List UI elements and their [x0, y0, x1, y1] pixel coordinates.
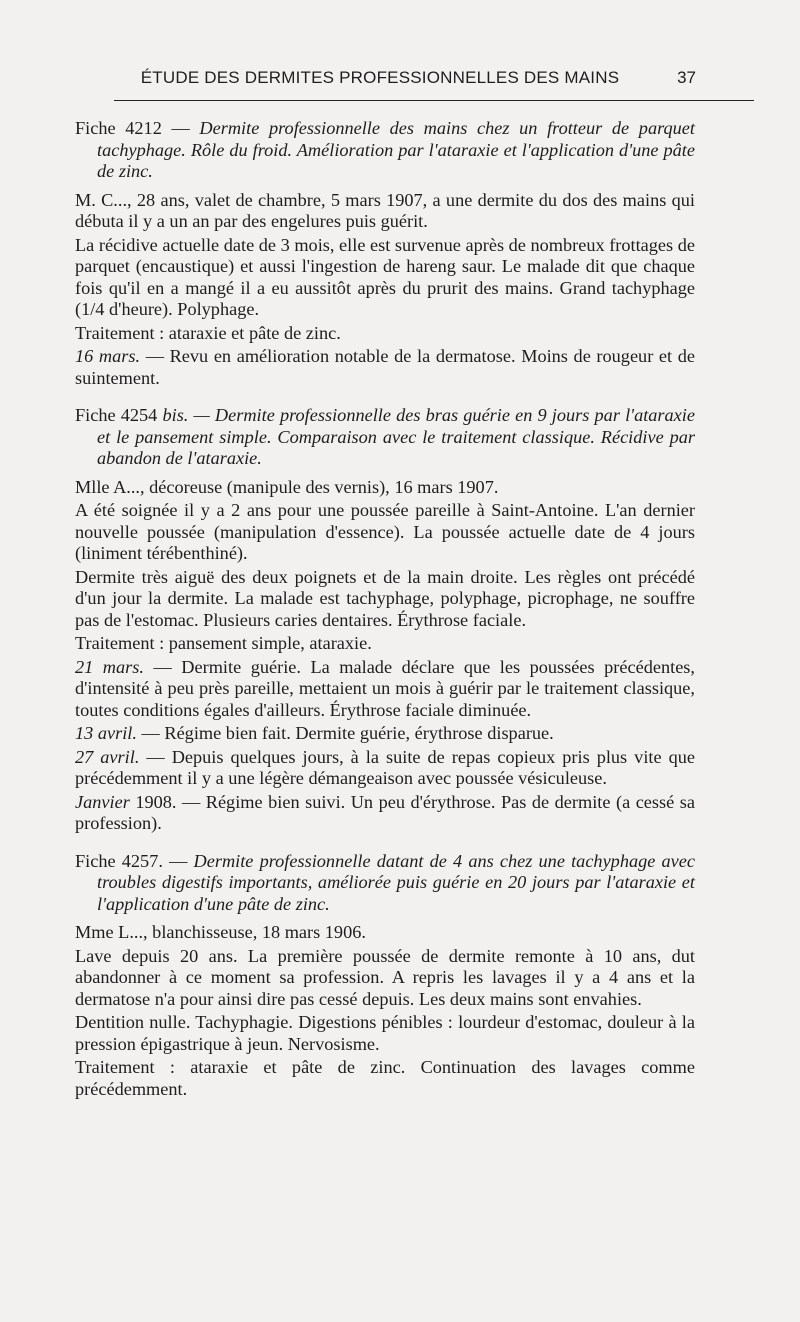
- dated-note: [75, 657, 695, 722]
- paragraph: Lave depuis 20 ans. La première poussée de dermite remonte à 10 ans, dut abandonner à ce moment sa profession. A repris les lavages il y a 4 ans et la dermatose n'a pour ainsi dire pas cessé depuis. Les deux mains sont envahies.: [75, 945, 695, 1009]
- dated-note: [75, 346, 695, 389]
- paragraph: A été soignée il y a 2 ans pour une poussée pareille à Saint-Antoine. L'an dernier nouvelle poussée (manipulation d'essence). La poussée actuelle date de 4 jours (liniment térébenthiné).: [75, 500, 695, 563]
- fiche-label: Fiche 4254: [75, 405, 163, 425]
- note-date: 21 mars.: [75, 656, 144, 677]
- paragraph: Dermite très aiguë des deux poignets et de la main droite. Les règles ont précédé d'un jour la dermite. La malade est tachyphage, polyphage, picrophage, ne souffre pas de l'estomac. Plusieurs caries dentaires. Érythrose faciale.: [75, 566, 695, 630]
- running-title: ÉTUDE DES DERMITES PROFESSIONNELLES DES MAINS: [140, 68, 620, 87]
- fiche-label: Fiche 4257. —: [75, 850, 194, 871]
- paragraph: Traitement : ataraxie et pâte de zinc.: [75, 322, 341, 343]
- dated-note: [75, 747, 695, 790]
- note-date: 13 avril.: [75, 723, 137, 743]
- note-text: 1908. — Régime bien suivi. Un peu d'érythrose. Pas de dermite (a cessé sa profession).: [75, 791, 695, 833]
- fiche-entry: [75, 851, 695, 1101]
- page-number: 37: [677, 68, 696, 87]
- note-text: — Régime bien fait. Dermite guérie, érythrose disparue.: [136, 723, 554, 743]
- paragraph: Dentition nulle. Tachyphagie. Digestions pénibles : lourdeur d'estomac, douleur à la pression épigastrique à jeun. Nervosisme.: [75, 1012, 695, 1054]
- fiche-entry: [75, 405, 695, 835]
- dated-note: [75, 792, 695, 835]
- dated-note: [75, 723, 695, 745]
- note-date: 27 avril.: [75, 746, 140, 767]
- note-date: 16 mars.: [75, 346, 141, 366]
- fiche-title: Dermite professionnelle datant de 4 ans chez une tachyphage avec troubles digestifs importants, améliorée puis guérie en 20 jours par l'ataraxie et l'application d'une pâte de zinc.: [97, 850, 696, 914]
- note-text: — Depuis quelques jours, à la suite de repas copieux pris plus vite que précédemment il y a une légère démangeaison avec poussée vésiculeuse.: [75, 746, 695, 788]
- fiche-heading: [75, 851, 695, 916]
- fiche-title: — Dermite professionnelle des bras guérie en 9 jours par l'ataraxie et le pansement simple. Comparaison avec le traitement classique. Récidive par abandon de l'ataraxie.: [97, 405, 695, 468]
- fiche-heading: [75, 405, 695, 470]
- note-text: — Revu en amélioration notable de la dermatose. Moins de rougeur et de suintement.: [75, 346, 695, 388]
- header-rule: [114, 100, 754, 101]
- fiche-label: Fiche 4212 —: [75, 118, 200, 138]
- paragraph: Mme L..., blanchisseuse, 18 mars 1906.: [75, 922, 366, 942]
- running-header: [60, 62, 700, 102]
- fiche-entry: [75, 118, 695, 389]
- fiche-bis: bis.: [162, 405, 189, 425]
- note-text: — Dermite guérie. La malade déclare que les poussées précédentes, d'intensité à peu près pareille, mettaient un mois à guérir par le traitement classique, toutes conditions égales d'ailleurs. Érythrose faciale diminuée.: [75, 656, 695, 720]
- paragraph: La récidive actuelle date de 3 mois, elle est survenue après de nombreux frottages de parquet (encaustique) et aussi l'ingestion de hareng saur. Le malade dit que chaque fois qu'il en a mangé il a eu aussitôt après du prurit des mains. Grand tachyphage (1/4 d'heure). Polyphage.: [75, 234, 695, 319]
- fiche-title: Dermite professionnelle des mains chez un frotteur de parquet tachyphage. Rôle du froid. Amélioration par l'ataraxie et l'application d'une pâte de zinc.: [97, 118, 696, 181]
- paragraph: M. C..., 28 ans, valet de chambre, 5 mars 1907, a une dermite du dos des mains qui débuta il y a un an par des engelures puis guérit.: [75, 189, 695, 231]
- paragraph: Traitement : pansement simple, ataraxie.: [75, 633, 372, 653]
- paragraph: Mlle A..., décoreuse (manipule des vernis), 16 mars 1907.: [75, 476, 499, 497]
- paragraph: Traitement : ataraxie et pâte de zinc. Continuation des lavages comme précédemment.: [75, 1057, 695, 1099]
- body-text: [75, 118, 695, 1116]
- note-date: Janvier: [75, 791, 130, 812]
- fiche-heading: [75, 118, 695, 183]
